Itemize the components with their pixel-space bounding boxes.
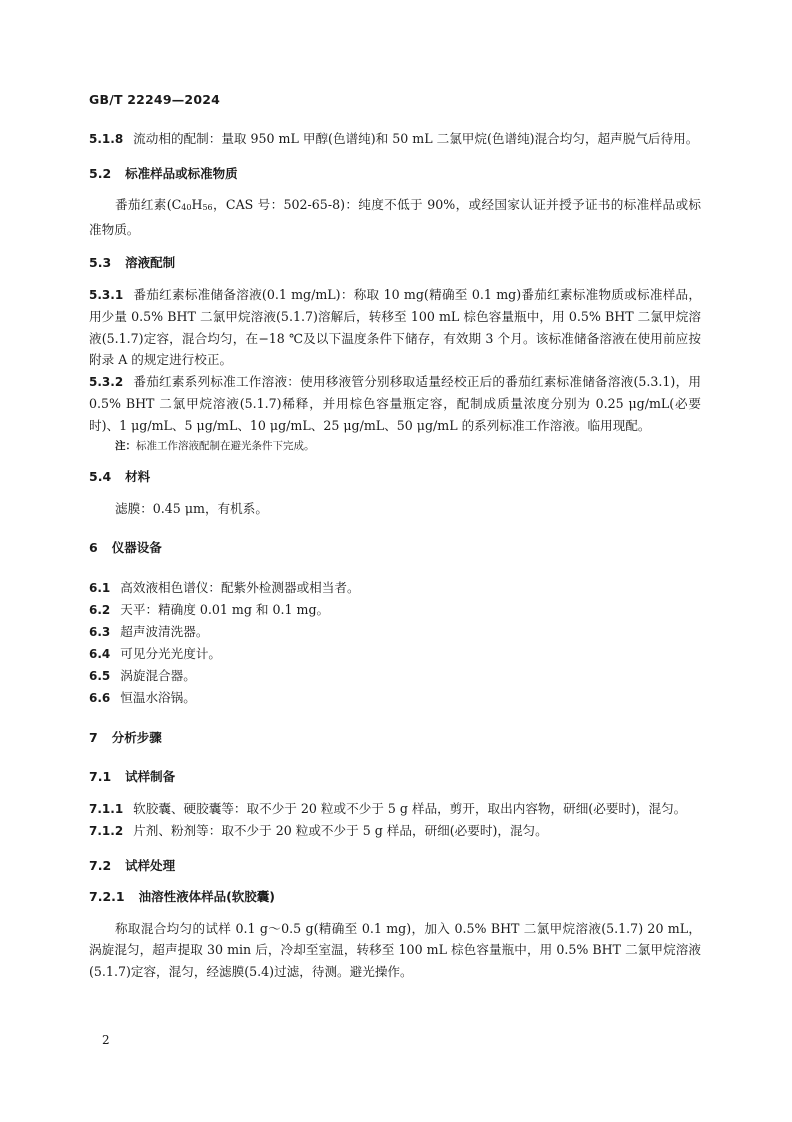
page-content [89,128,701,982]
section-title: 溶液配制 [125,255,176,270]
paragraph-filter-membrane: 滤膜：0.45 μm，有机系。 [115,500,268,516]
clause-number: 7.1.1 [89,801,124,816]
clause-heading-7-2-1 [89,886,701,908]
section-number: 5.3 [89,255,112,270]
note [89,436,701,456]
clause-number: 7.1.2 [89,824,124,838]
standard-number-header: GB/T 22249—2024 [89,92,221,107]
section-heading-5-2 [89,163,701,185]
note-text: 标准工作溶液配制在避光条件下完成。 [136,440,315,452]
section-heading-5-3 [89,252,701,274]
clause-text: 流动相的配制：量取 950 mL 甲醇(色谱纯)和 50 mL 二氯甲烷(色谱纯)混合均匀，超声脱气后待用。 [133,131,699,146]
paragraph-oil-soluble-sample: 称取混合均匀的试样 0.1 g～0.5 g(精确至 0.1 mg)，加入 0.5% BHT 二氯甲烷溶液(5.1.7) 20 mL，涡旋混匀，超声提取 30 min 后，冷却至室温，转移至 100 mL 棕色容量瓶中，用 0.5% BHT 二氯甲烷溶液(5.1.7)定容，混匀，经滤膜(5.4)过滤，待测。避光操作。 [89,920,701,979]
chapter-title: 仪器设备 [111,540,162,555]
equipment-item: 6.3 超声波清洗器。 [89,623,209,639]
clause-number: 5.3.1 [89,287,124,302]
clause-text: 番茄红素系列标准工作溶液：使用移液管分别移取适量经校正后的番茄红素标准储备溶液(5.3.1)，用 0.5% BHT 二氯甲烷溶液(5.1.7)稀释，并用棕色容量瓶定容，配制成质量浓度分别为 0.25 μg/mL(必要时)、1 μg/mL、5 μg/mL、10 μg/mL、25 μg/mL、50 μg/mL 的系列标准工作溶液。临用现配。 [89,373,701,433]
clause-text: 番茄红素标准储备溶液(0.1 mg/mL)：称取 10 mg(精确至 0.1 mg)番茄红素标准物质或标准样品，用少量 0.5% BHT 二氯甲烷溶液(5.1.7)溶解后，转移至 100 mL 棕色容量瓶中，用 0.5% BHT 二氯甲烷溶液(5.1.7)定容，混合均匀，在−18 ℃及以下温度条件下储存，有效期 3 个月。该标准储备溶液在使用前应按附录 A 的规定进行校正。 [89,286,701,367]
clause-text: 片剂、粉剂等：取不少于 20 粒或不少于 5 g 样品，研细(必要时)，混匀。 [133,823,548,838]
section-title: 试样制备 [125,769,176,784]
section-number: 5.4 [89,469,112,484]
equipment-item: 6.1 高效液相色谱仪：配紫外检测器或相当者。 [89,579,360,595]
clause-number: 5.1.8 [89,132,124,146]
chapter-heading-7 [89,727,701,749]
section-number: 5.2 [89,165,112,181]
equipment-item: 6.4 可见分光光度计。 [89,645,222,661]
clause-text: 软胶囊、硬胶囊等：取不少于 20 粒或不少于 5 g 样品，剪开，取出内容物，研细(必要时)，混匀。 [133,800,687,816]
clause-5-3-2 [89,371,701,437]
chapter-heading-6 [89,537,701,559]
clause-5-1-8 [89,128,701,151]
equipment-item: 6.6 恒温水浴锅。 [89,689,196,705]
clause-title: 油溶性液体样品(软胶囊) [138,889,276,904]
chapter-number: 6 [89,540,98,555]
section-heading-7-2 [89,855,701,877]
clause-number: 7.2.1 [89,889,125,904]
clause-5-3-1 [89,284,701,371]
clause-number: 5.3.2 [89,374,124,389]
section-heading-5-4 [89,466,701,488]
chapter-number: 7 [89,729,98,745]
section-title: 材料 [125,469,151,484]
clause-7-1-1 [89,798,701,821]
equipment-item: 6.5 涡旋混合器。 [89,667,196,683]
paragraph-lycopene-standard: 番茄红素($C_{40}H_{56}$，CAS 号：502-65-8)：纯度不低于 90%，或经国家认证并授予证书的标准样品或标准物质。 [89,197,701,237]
section-title: 标准样品或标准物质 [125,165,238,181]
section-number: 7.1 [89,769,112,784]
clause-7-1-2 [89,820,701,843]
section-title: 试样处理 [125,857,176,873]
chapter-title: 分析步骤 [111,729,162,745]
page-number: 2 [102,1033,110,1047]
section-heading-7-1 [89,766,701,788]
equipment-item: 6.2 天平：精确度 0.01 mg 和 0.1 mg。 [89,601,330,617]
note-label: 注： [115,440,136,452]
section-number: 7.2 [89,857,112,873]
